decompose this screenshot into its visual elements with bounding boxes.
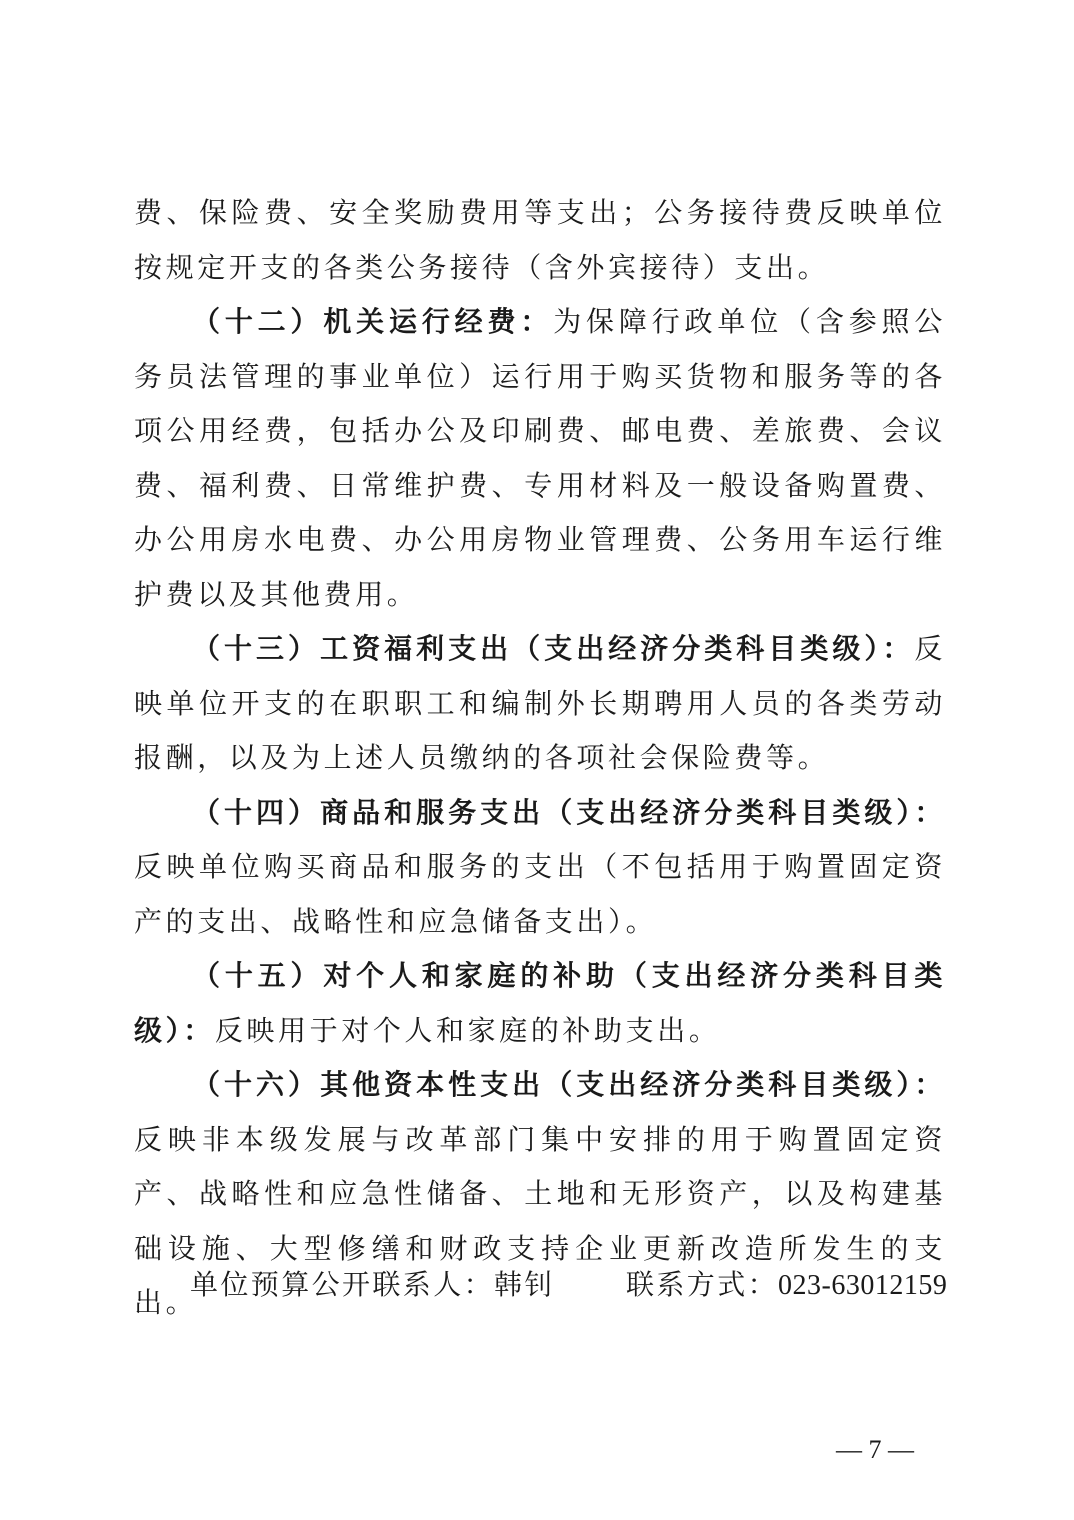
paragraph-heading: （十三）工资福利支出（支出经济分类科目类级）： xyxy=(192,632,915,665)
contact-person-name: 韩钊 xyxy=(494,1268,555,1301)
paragraph-heading: （十六）其他资本性支出（支出经济分类科目类级）： xyxy=(192,1068,946,1101)
paragraph-item-15 xyxy=(134,949,946,1058)
paragraph-heading: （十四）商品和服务支出（支出经济分类科目类级）： xyxy=(192,795,946,829)
paragraph-item-13 xyxy=(134,622,946,786)
contact-phone-number: 023-63012159 xyxy=(778,1270,948,1301)
contact-phone-label: 联系方式： xyxy=(626,1268,779,1301)
paragraph-text: 反映单位开支的在职职工和编制外长期聘用人员的各类劳动报酬，以及为上述人员缴纳的各项社会保险费等。 xyxy=(134,632,946,774)
paragraph-text: 为保障行政单位（含参照公务员法管理的事业单位）运行用于购买货物和服务等的各项公用经费，包括办公及印刷费、邮电费、差旅费、会议费、福利费、日常维护费、专用材料及一般设备购置费、办公用房水电费、办公用房物业管理费、公务用车运行维护费以及其他费用。 xyxy=(134,305,946,611)
document-body xyxy=(134,186,946,1331)
paragraph-heading: （十五）对个人和家庭的补助（支出经济分类科目类级）： xyxy=(134,959,946,1047)
paragraph-text: 反映非本级发展与改革部门集中安排的用于购置固定资产、战略性和应急性储备、土地和无形资产，以及构建基础设施、大型修缮和财政支持企业更新改造所发生的支出。 xyxy=(134,1122,946,1319)
paragraph-item-14 xyxy=(134,786,946,950)
paragraph-heading: （十二）机关运行经费： xyxy=(192,305,554,338)
page-number: — 7 — xyxy=(836,1435,914,1464)
paragraph-continuation xyxy=(134,186,946,295)
paragraph-text: 反映单位购买商品和服务的支出（不包括用于购置固定资产的支出、战略性和应急储备支出）。 xyxy=(134,850,946,938)
paragraph-item-12 xyxy=(134,295,946,622)
contact-person-label: 单位预算公开联系人： xyxy=(190,1268,495,1301)
contact-line xyxy=(190,1260,950,1310)
contact-phone xyxy=(626,1260,947,1311)
paragraph-text: 费、保险费、安全奖励费用等支出；公务接待费反映单位按规定开支的各类公务接待（含外宾接待）支出。 xyxy=(134,196,946,284)
paragraph-text: 反映用于对个人和家庭的补助支出。 xyxy=(214,1013,721,1047)
